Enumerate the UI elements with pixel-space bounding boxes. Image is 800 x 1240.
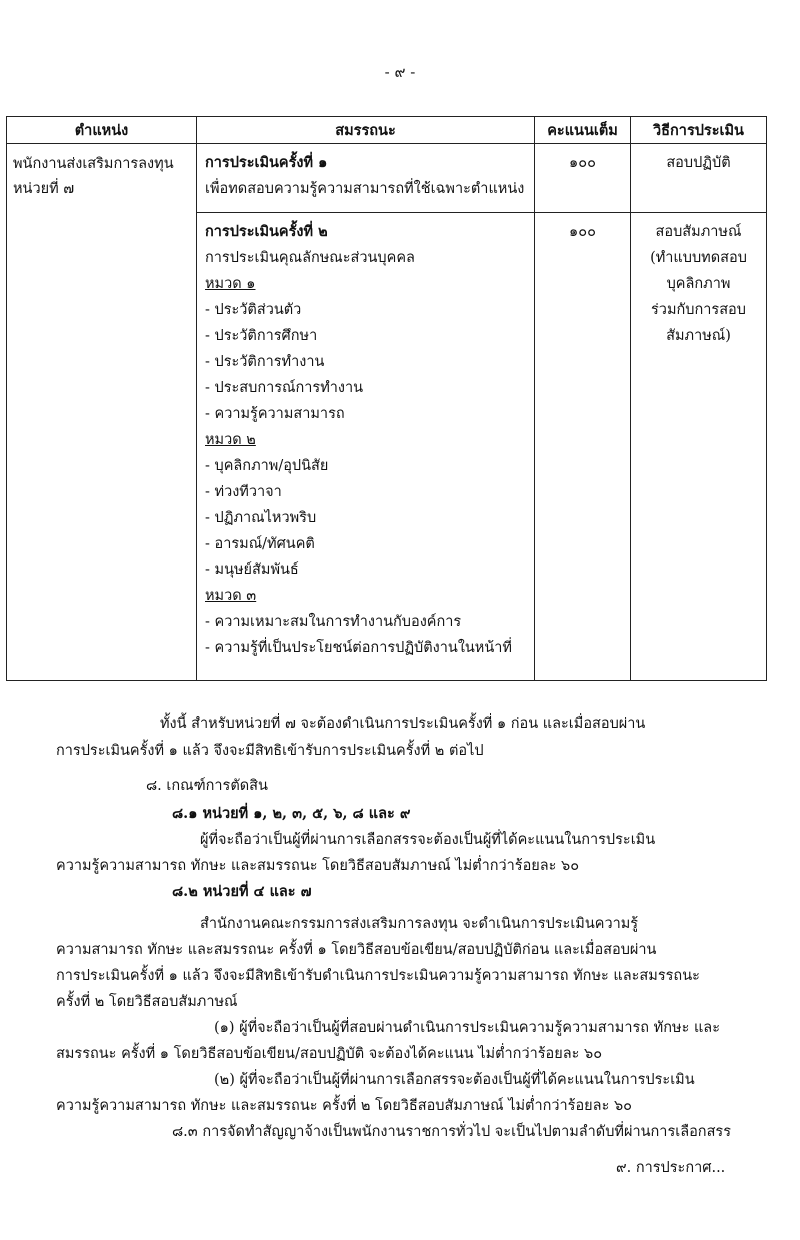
header-competency: สมรรถนะ [197, 117, 535, 144]
group1-title: หมวด ๑ [205, 276, 256, 292]
list-item: - ความเหมาะสมในการทำงานกับองค์การ [205, 614, 462, 630]
paragraph-line: ความสามารถ ทักษะ และสมรรถนะ ครั้งที่ ๑ โดยวิธีสอบข้อเขียน/สอบปฏิบัติก่อน และเมื่อสอบผ่าน [56, 942, 657, 958]
round2-method [631, 213, 767, 681]
round2-title: การประเมินครั้งที่ ๒ [205, 223, 328, 240]
round2-method-line: (ทำแบบทดสอบ [650, 250, 747, 266]
group2-title: หมวด ๒ [205, 432, 256, 448]
list-item: - ประวัติการทำงาน [205, 354, 325, 370]
list-item: - อารมณ์/ทัศนคติ [205, 536, 315, 552]
list-item: - ความรู้ที่เป็นประโยชน์ต่อการปฏิบัติงานในหน้าที่ [205, 640, 512, 656]
group3-title: หมวด ๓ [205, 588, 257, 604]
list-item: - ท่วงทีวาจา [205, 484, 282, 500]
list-item: - ประวัติการศึกษา [205, 328, 318, 344]
table-row-round1 [7, 144, 767, 213]
assessment-table [6, 116, 767, 681]
table-header-row [7, 117, 767, 144]
page-number: - ๙ - [384, 63, 416, 81]
continuation-text: ๙. การประกาศ... [616, 1160, 726, 1176]
round1-title: การประเมินครั้งที่ ๑ [205, 154, 328, 171]
list-item: - บุคลิกภาพ/อุปนิสัย [205, 458, 329, 474]
note-line: การประเมินครั้งที่ ๑ แล้ว จึงจะมีสิทธิเข้ารับการประเมินครั้งที่ ๒ ต่อไป [56, 743, 484, 759]
round1-score: ๑๐๐ [535, 144, 631, 213]
paragraph-line: สมรรถนะ ครั้งที่ ๑ โดยวิธีสอบข้อเขียน/สอบปฏิบัติ จะต้องได้คะแนน ไม่ต่ำกว่าร้อยละ ๖๐ [56, 1046, 603, 1062]
position-cell [7, 144, 197, 681]
paragraph-line: (๒) ผู้ที่จะถือว่าเป็นผู้ที่ผ่านการเลือกสรรจะต้องเป็นผู้ที่ได้คะแนนในการประเมิน [214, 1072, 695, 1088]
list-item: - ความรู้ความสามารถ [205, 406, 345, 422]
list-item: - ปฏิภาณไหวพริบ [205, 510, 317, 526]
list-item: - มนุษย์สัมพันธ์ [205, 562, 299, 578]
note-line: ทั้งนี้ สำหรับหน่วยที่ ๗ จะต้องดำเนินการประเมินครั้งที่ ๑ ก่อน และเมื่อสอบผ่าน [160, 716, 646, 732]
round2-method-line: บุคลิกภาพ [666, 276, 731, 292]
round1-method: สอบปฏิบัติ [631, 144, 767, 213]
section-8-title: ๘. เกณฑ์การตัดสิน [146, 778, 268, 794]
header-full-score: คะแนนเต็ม [535, 117, 631, 144]
paragraph-line: ครั้งที่ ๒ โดยวิธีสอบสัมภาษณ์ [56, 994, 238, 1010]
header-position: ตำแหน่ง [7, 117, 197, 144]
paragraph-line: สำนักงานคณะกรรมการส่งเสริมการลงทุน จะดำเนินการประเมินความรู้ [200, 916, 639, 932]
round1-competency [197, 144, 535, 213]
round1-desc: เพื่อทดสอบความรู้ความสามารถที่ใช้เฉพาะตำแหน่ง [205, 181, 525, 197]
section-8-3: ๘.๓ การจัดทำสัญญาจ้างเป็นพนักงานราชการทั่วไป จะเป็นไปตามลำดับที่ผ่านการเลือกสรร [172, 1124, 731, 1140]
round2-method-line: สัมภาษณ์) [666, 328, 731, 344]
round2-competency [197, 213, 535, 681]
paragraph-line: ผู้ที่จะถือว่าเป็นผู้ที่ผ่านการเลือกสรรจะต้องเป็นผู้ที่ได้คะแนนในการประเมิน [200, 832, 656, 848]
section-8-1-title: ๘.๑ หน่วยที่ ๑, ๒, ๓, ๕, ๖, ๘ และ ๙ [172, 805, 411, 822]
list-item: - ประวัติส่วนตัว [205, 302, 302, 318]
position-unit: หน่วยที่ ๗ [13, 181, 75, 197]
paragraph-line: การประเมินครั้งที่ ๑ แล้ว จึงจะมีสิทธิเข้ารับดำเนินการประเมินความรู้ความสามารถ ทักษะ และสมรรถนะ [56, 968, 700, 984]
round2-score: ๑๐๐ [535, 213, 631, 681]
round2-desc: การประเมินคุณลักษณะส่วนบุคคล [205, 250, 415, 266]
paragraph-line: ความรู้ความสามารถ ทักษะ และสมรรถนะ โดยวิธีสอบสัมภาษณ์ ไม่ต่ำกว่าร้อยละ ๖๐ [56, 858, 580, 874]
paragraph-line: ความรู้ความสามารถ ทักษะ และสมรรถนะ ครั้งที่ ๒ โดยวิธีสอบสัมภาษณ์ ไม่ต่ำกว่าร้อยละ ๖๐ [56, 1098, 633, 1114]
position-name: พนักงานส่งเสริมการลงทุน [13, 156, 174, 172]
round2-method-line: สอบสัมภาษณ์ [655, 224, 742, 240]
round2-method-line: ร่วมกับการสอบ [651, 302, 746, 318]
list-item: - ประสบการณ์การทำงาน [205, 380, 364, 396]
paragraph-line: (๑) ผู้ที่จะถือว่าเป็นผู้ที่สอบผ่านดำเนินการประเมินความรู้ความสามารถ ทักษะ และ [214, 1020, 720, 1036]
header-method: วิธีการประเมิน [631, 117, 767, 144]
section-8-2-title: ๘.๒ หน่วยที่ ๔ และ ๗ [172, 883, 312, 900]
